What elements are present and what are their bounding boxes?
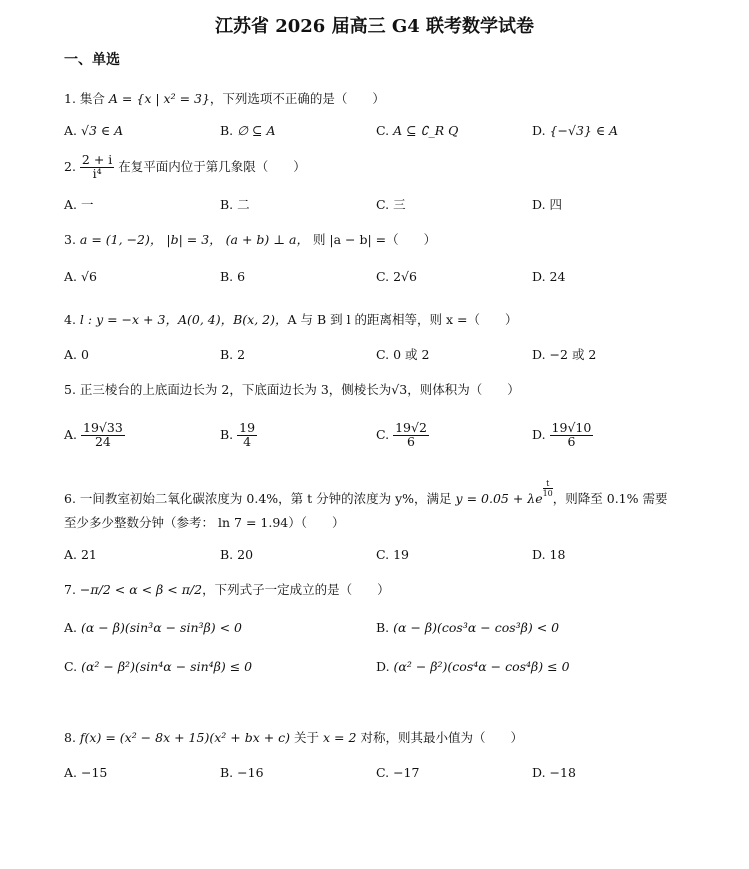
question-6 xyxy=(64,479,668,506)
q4-line-and-points: l : y = −x + 3，A(0, 4)，B(x, 2)， xyxy=(79,312,288,327)
q7-number: 7. xyxy=(64,582,76,597)
q5-option-b[interactable]: B. $\frac{19}{4}$ xyxy=(220,420,256,449)
q6-option-d[interactable]: D. 18 xyxy=(532,547,566,562)
q6-stem-line2-end: ）（ ） xyxy=(288,515,345,530)
q6-option-a[interactable]: A. 21 xyxy=(64,547,97,562)
q3-option-c[interactable]: C. 2√6 xyxy=(376,269,417,284)
question-6-line2 xyxy=(64,517,345,530)
q7-option-c[interactable]: C. (α² − β²)(sin⁴α − sin⁴β) ≤ 0 xyxy=(64,659,253,674)
q1-stem-post: ，下列选项不正确的是（ ） xyxy=(209,91,385,106)
question-5 xyxy=(64,384,520,397)
q6-formula: y = 0.05 + λe xyxy=(455,491,543,506)
question-8 xyxy=(64,732,523,745)
q6-option-b[interactable]: B. 20 xyxy=(220,547,254,562)
q1-option-d[interactable]: D. {−√3} ∈ A xyxy=(532,123,619,138)
question-3 xyxy=(64,234,436,247)
q6-option-c[interactable]: C. 19 xyxy=(376,547,409,562)
q7-inequality: −π/2 < α < β < π/2 xyxy=(79,582,203,597)
q3-number: 3. xyxy=(64,232,76,247)
q1-option-a[interactable]: A. √3 ∈ A xyxy=(64,123,124,138)
q5-number: 5. xyxy=(64,382,76,397)
q5-sqrt3: √3 xyxy=(391,382,408,397)
question-1 xyxy=(64,93,385,106)
q3-option-d[interactable]: D. 24 xyxy=(532,269,566,284)
q8-stem-mid: 关于 xyxy=(294,730,320,745)
section-heading: 一、单选 xyxy=(64,52,120,68)
q2-option-c[interactable]: C. 三 xyxy=(376,197,406,212)
q6-stem-line1-end: ，则降至 0.1% 需要 xyxy=(552,491,668,506)
question-2 xyxy=(64,154,306,180)
q4-stem-post: A 与 B 到 l 的距离相等，则 x =（ ） xyxy=(287,312,518,327)
q5-stem: 正三棱台的上底面边长为 2，下底面边长为 3，侧棱长为 xyxy=(79,382,392,397)
q8-axis: x = 2 xyxy=(323,730,357,745)
q6-stem-line2: 至少多少整数分钟（参考： xyxy=(64,515,215,530)
q1-option-b[interactable]: B. ∅ ⊆ A xyxy=(220,123,276,138)
q8-option-d[interactable]: D. −18 xyxy=(532,765,576,780)
q1-number: 1. xyxy=(64,91,76,106)
q2-option-a[interactable]: A. 一 xyxy=(64,197,94,212)
q8-option-b[interactable]: B. −16 xyxy=(220,765,264,780)
q4-number: 4. xyxy=(64,312,76,327)
q2-option-b[interactable]: B. 二 xyxy=(220,197,250,212)
q1-set-expression: A = {x | x² = 3} xyxy=(108,91,210,106)
q8-stem-post: 对称，则其最小值为（ ） xyxy=(360,730,523,745)
q6-number: 6. xyxy=(64,491,76,506)
q7-option-b[interactable]: B. (α − β)(cos³α − cos³β) < 0 xyxy=(376,620,560,635)
q2-fraction: $\frac{2 + i}{\text{i⁴}}$ xyxy=(81,152,113,181)
q8-option-c[interactable]: C. −17 xyxy=(376,765,420,780)
q4-option-d[interactable]: D. −2 或 2 xyxy=(532,347,597,362)
q3-option-a[interactable]: A. √6 xyxy=(64,269,97,284)
q1-option-c[interactable]: C. A ⊆ ∁_R Q xyxy=(376,123,459,138)
q3-perpendicular: (a + b) ⊥ a， xyxy=(225,232,309,247)
q4-option-a[interactable]: A. 0 xyxy=(64,347,89,362)
q4-option-b[interactable]: B. 2 xyxy=(220,347,246,362)
q3-vector-a: a = (1, −2)， xyxy=(79,232,163,247)
q2-stem-post: 在复平面内位于第几象限（ ） xyxy=(118,158,306,174)
q2-option-d[interactable]: D. 四 xyxy=(532,197,563,212)
q8-option-a[interactable]: A. −15 xyxy=(64,765,108,780)
q7-option-a[interactable]: A. (α − β)(sin³α − sin³β) < 0 xyxy=(64,620,243,635)
question-7 xyxy=(64,584,390,597)
q3-vector-b-norm: |b| = 3， xyxy=(166,232,222,247)
q7-stem-post: ，下列式子一定成立的是（ ） xyxy=(202,582,390,597)
q6-exponent: $\frac{t}{10}$ xyxy=(542,479,553,498)
q3-stem-post: 则 |a − b| =（ ） xyxy=(312,232,437,247)
q8-number: 8. xyxy=(64,730,76,745)
q4-option-c[interactable]: C. 0 或 2 xyxy=(376,347,430,362)
q6-reference: ln 7 = 1.94 xyxy=(218,515,289,530)
q5-option-a[interactable]: A. $\frac{19√33}{24}$ xyxy=(64,420,123,449)
q7-option-d[interactable]: D. (α² − β²)(cos⁴α − cos⁴β) ≤ 0 xyxy=(376,659,570,674)
q5-stem-post: ，则体积为（ ） xyxy=(407,382,520,397)
q6-stem-line1: 一间教室初始二氧化碳浓度为 0.4%，第 t 分钟的浓度为 y%，满足 xyxy=(79,491,452,506)
q3-option-b[interactable]: B. 6 xyxy=(220,269,246,284)
q2-number: 2. xyxy=(64,158,76,174)
q5-option-c[interactable]: C. $\frac{19√2}{6}$ xyxy=(376,420,427,449)
q5-option-d[interactable]: D. $\frac{19√10}{6}$ xyxy=(532,420,592,449)
q1-stem-pre: 集合 xyxy=(79,91,105,106)
q8-function: f(x) = (x² − 8x + 15)(x² + bx + c) xyxy=(79,730,291,745)
question-4 xyxy=(64,314,518,327)
page-title: 江苏省 2026 届高三 G4 联考数学试卷 xyxy=(214,16,535,37)
